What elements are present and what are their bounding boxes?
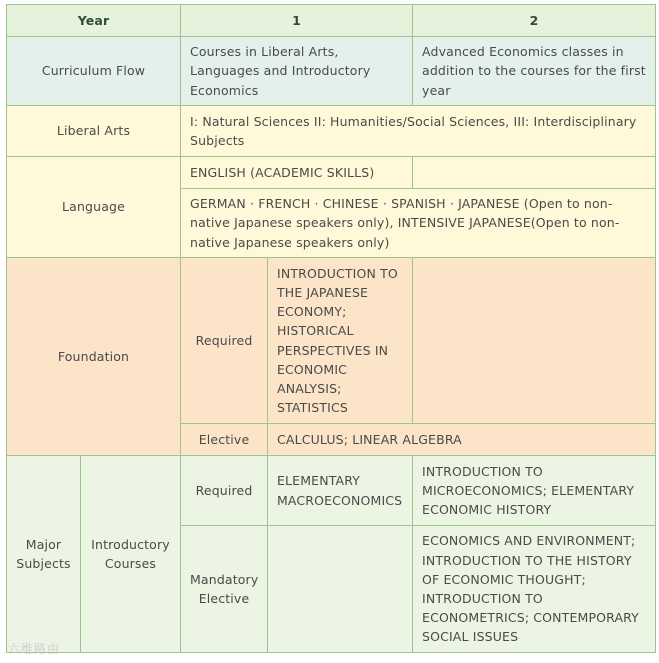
major-required-label: Required — [181, 456, 268, 526]
curriculum-flow-row — [7, 37, 656, 106]
watermark: 六维路由 — [8, 642, 61, 656]
year-2-header: 2 — [413, 5, 656, 37]
foundation-elective-label: Elective — [181, 424, 268, 456]
foundation-required-year1: INTRODUCTION TO THE JAPANESE ECONOMY; HISTORICAL PERSPECTIVES IN ECONOMIC ANALYSIS; STATISTICS — [268, 258, 413, 424]
foundation-elective-text: CALCULUS; LINEAR ALGEBRA — [268, 424, 656, 456]
curriculum-flow-label: Curriculum Flow — [7, 37, 181, 106]
language-label: Language — [7, 157, 181, 258]
major-mandatory-year1 — [268, 526, 413, 653]
year-label: Year — [7, 5, 181, 37]
curriculum-flow-year1: Courses in Liberal Arts, Languages and Introductory Economics — [181, 37, 413, 106]
foundation-required-year2 — [413, 258, 656, 424]
year-1-header: 1 — [181, 5, 413, 37]
foundation-required-row — [7, 258, 656, 424]
curriculum-flow-year2: Advanced Economics classes in addition to the courses for the first year — [413, 37, 656, 106]
foundation-label: Foundation — [7, 258, 181, 456]
language-english: ENGLISH (ACADEMIC SKILLS) — [181, 157, 413, 189]
major-required-row — [7, 456, 656, 526]
liberal-arts-row — [7, 106, 656, 157]
header-row — [7, 5, 656, 37]
major-subjects-label: Major Subjects — [7, 456, 81, 653]
language-english-row — [7, 157, 656, 189]
curriculum-table — [6, 4, 656, 653]
major-required-year2: INTRODUCTION TO MICROECONOMICS; ELEMENTARY ECONOMIC HISTORY — [413, 456, 656, 526]
language-other: GERMAN · FRENCH · CHINESE · SPANISH · JAPANESE (Open to non-native Japanese speakers only), INTENSIVE JAPANESE(Open to non-native Japanese speakers only) — [181, 189, 656, 258]
foundation-required-label: Required — [181, 258, 268, 424]
major-mandatory-label: Mandatory Elective — [181, 526, 268, 653]
major-mandatory-year2: ECONOMICS AND ENVIRONMENT; INTRODUCTION TO THE HISTORY OF ECONOMIC THOUGHT; INTRODUCTION TO ECONOMETRICS; CONTEMPORARY SOCIAL ISSUES — [413, 526, 656, 653]
major-required-year1: ELEMENTARY MACROECONOMICS — [268, 456, 413, 526]
liberal-arts-label: Liberal Arts — [7, 106, 181, 157]
language-english-year2 — [413, 157, 656, 189]
introductory-courses-label: Introductory Courses — [81, 456, 181, 653]
liberal-arts-text: I: Natural Sciences II: Humanities/Social Sciences, III: Interdisciplinary Subjects — [181, 106, 656, 157]
